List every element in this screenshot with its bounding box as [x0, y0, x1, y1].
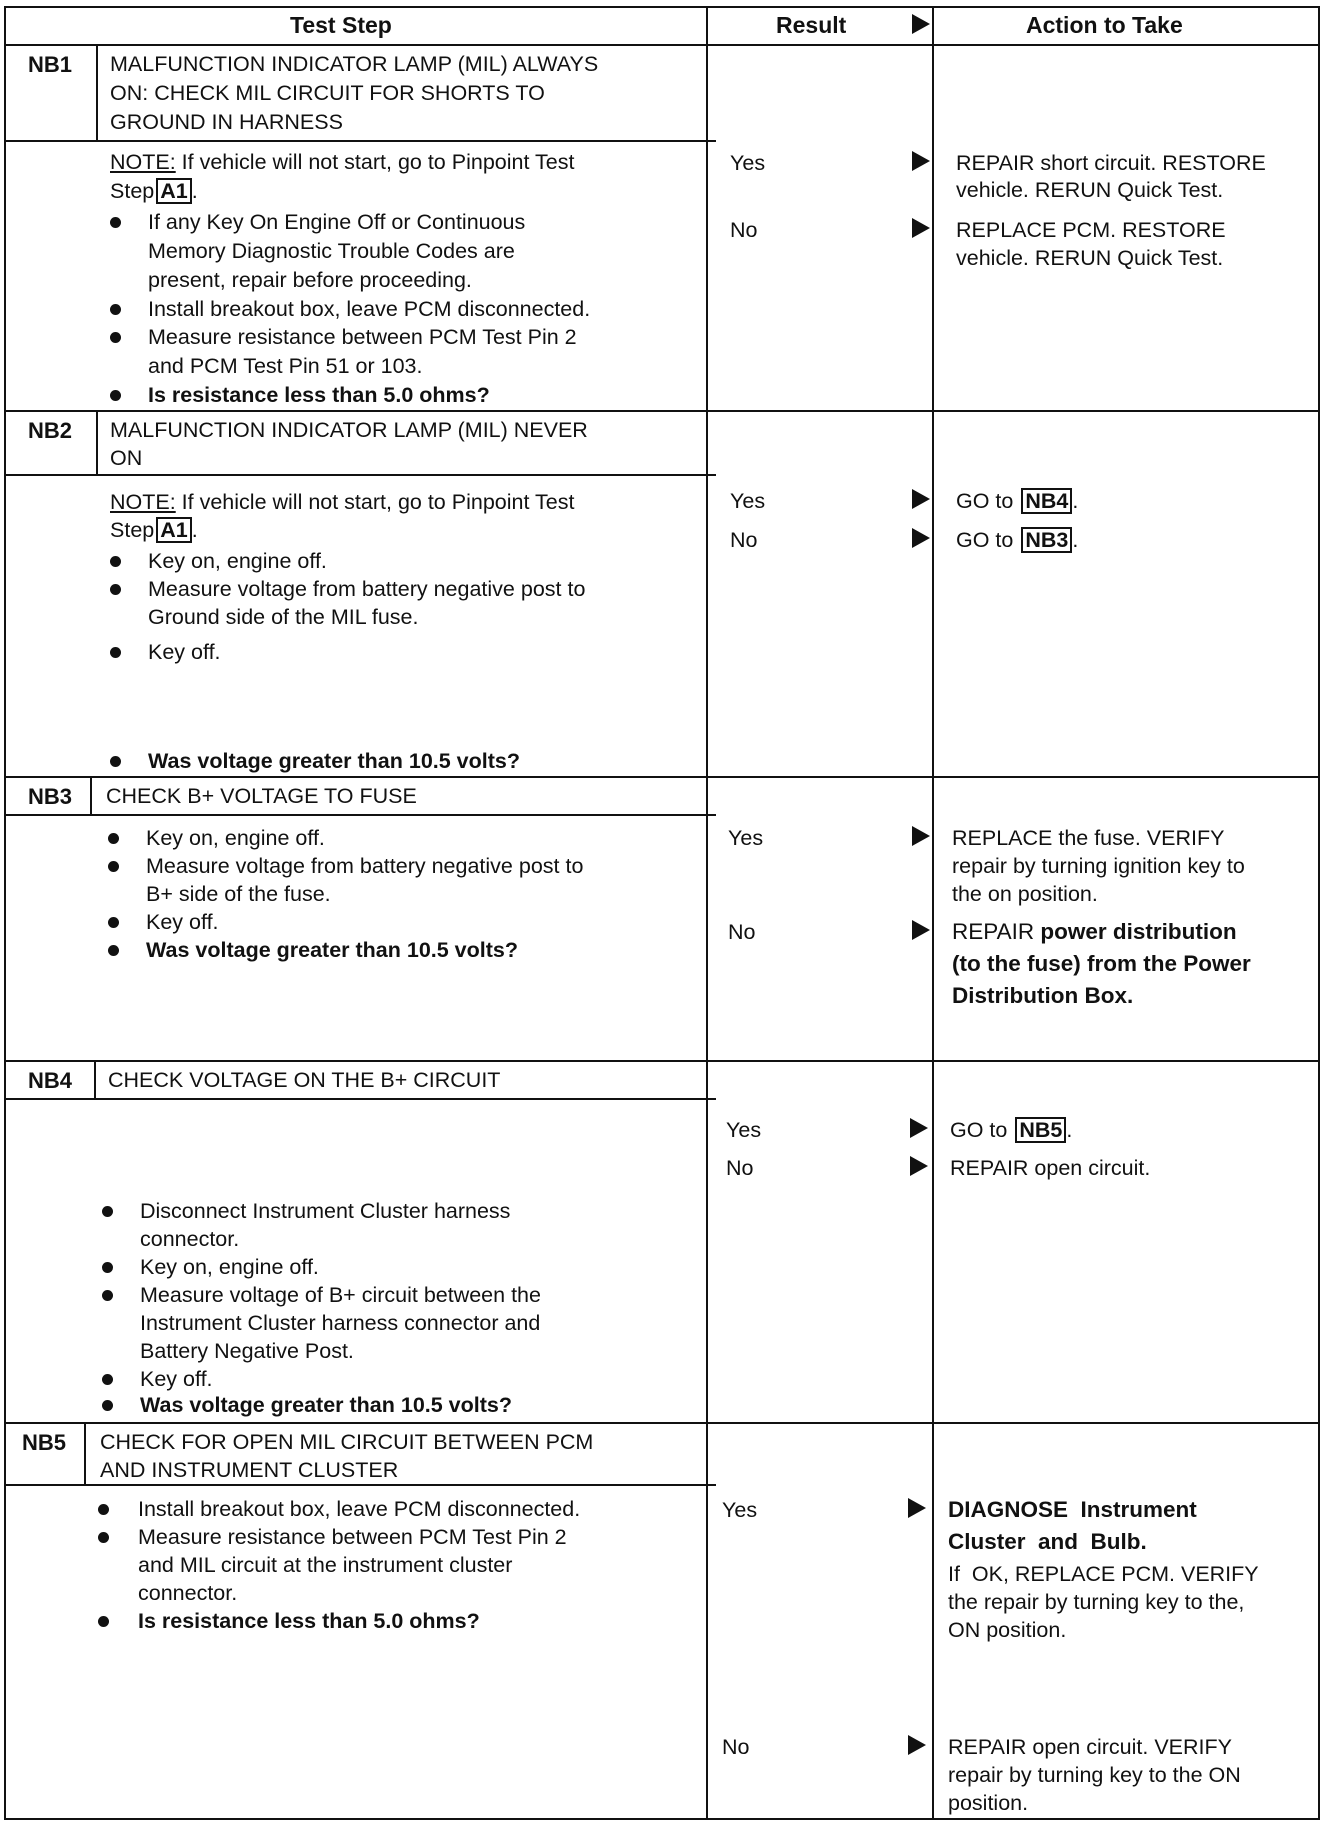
header-result: Result [776, 12, 847, 38]
nb5-no-arrow-icon [908, 1735, 926, 1755]
nb2-bottom-border [4, 776, 1320, 778]
nb4-result-no: No [726, 1156, 754, 1180]
nb2-bullet2-icon [110, 584, 121, 595]
nb5-b3-question: Is resistance less than 5.0 ohms? [138, 1609, 480, 1633]
nb5-b2-line2: and MIL circuit at the instrument cluster [138, 1553, 513, 1577]
nb2-title-box-bottom [4, 474, 716, 476]
nb1-bullet2-icon [110, 304, 121, 315]
nb2-b3: Key off. [148, 640, 221, 664]
nb1-b1-line1: If any Key On Engine Off or Continuous [148, 210, 526, 234]
nb5-id-separator [84, 1422, 86, 1484]
nb1-bullet3-icon [110, 332, 121, 343]
nb4-b1-line2: connector. [140, 1227, 240, 1251]
header-test-step: Test Step [290, 12, 392, 38]
nb4-b3-line1: Measure voltage of B+ circuit between the [140, 1283, 541, 1307]
nb1-id-separator [96, 44, 98, 140]
nb3-b2-line1: Measure voltage from battery negative post to [146, 854, 584, 878]
nb3-no-action-prefix: REPAIR [952, 919, 1035, 944]
nb2-id-separator [96, 410, 98, 474]
nb5-bullet1-icon [98, 1504, 109, 1515]
result-col-left-border [706, 6, 708, 1820]
nb1-yes-arrow-icon [912, 151, 930, 171]
nb1-note-line2 [110, 177, 198, 205]
table-right-border [1318, 6, 1320, 1820]
nb5-result-yes: Yes [722, 1498, 758, 1522]
nb2-result-yes: Yes [730, 489, 766, 513]
nb1-no-arrow-icon [912, 218, 930, 238]
nb2-note-prefix: NOTE: [110, 490, 176, 514]
nb2-b4-question: Was voltage greater than 10.5 volts? [148, 749, 520, 773]
nb2-step-id: NB2 [28, 418, 73, 443]
nb3-yes-action-line2: repair by turning ignition key to [952, 854, 1245, 878]
nb4-b3-line2: Instrument Cluster harness connector and [140, 1311, 541, 1335]
nb4-b1-line1: Disconnect Instrument Cluster harness [140, 1199, 511, 1223]
nb2-no-action [956, 526, 1078, 554]
nb4-bullet5-icon [102, 1400, 113, 1411]
nb2-note-line1 [110, 488, 574, 516]
nb4-no-action: REPAIR open circuit. [950, 1156, 1151, 1180]
nb2-note-end: . [191, 518, 198, 542]
nb3-bullet2-icon [108, 861, 119, 872]
nb1-note-step: Step [110, 179, 155, 203]
nb3-yes-action-line1: REPLACE the fuse. VERIFY [952, 826, 1225, 850]
nb5-yes-action-bold-line2: Cluster and Bulb. [948, 1529, 1147, 1554]
action-col-left-border [932, 6, 934, 1820]
nb1-bullet1-icon [110, 217, 121, 228]
nb5-title-box-bottom [4, 1484, 716, 1486]
nb3-b2-line2: B+ side of the fuse. [146, 882, 331, 906]
nb3-no-action-line3: Distribution Box. [952, 983, 1134, 1008]
nb5-result-no: No [722, 1735, 750, 1759]
nb4-bullet3-icon [102, 1290, 113, 1301]
nb3-result-no: No [728, 920, 756, 944]
nb2-b2-line2: Ground side of the MIL fuse. [148, 605, 419, 629]
nb2-ref-nb3[interactable]: NB3 [1021, 527, 1072, 553]
nb1-result-no: No [730, 218, 758, 242]
nb4-yes-goto: GO to [950, 1118, 1008, 1142]
nb3-yes-arrow-icon [912, 826, 930, 846]
nb5-yes-action-line2: the repair by turning key to the, [948, 1590, 1245, 1614]
nb1-note-text: If vehicle will not start, go to Pinpoint Test [175, 150, 575, 174]
nb1-note-end: . [191, 179, 198, 203]
nb4-step-id: NB4 [28, 1068, 73, 1093]
nb2-no-dot: . [1072, 528, 1079, 552]
nb2-ref-nb4[interactable]: NB4 [1021, 488, 1072, 514]
nb1-b1-line3: present, repair before proceeding. [148, 268, 472, 292]
nb2-bullet3-icon [110, 647, 121, 658]
nb1-bullet4-icon [110, 390, 121, 401]
nb4-yes-action [950, 1116, 1072, 1144]
nb3-no-action-rest: power distribution [1034, 919, 1237, 944]
nb2-bullet4-icon [110, 756, 121, 767]
nb2-result-no: No [730, 528, 758, 552]
nb5-no-action-line3: position. [948, 1791, 1029, 1815]
nb1-b2: Install breakout box, leave PCM disconnected. [148, 297, 591, 321]
nb5-b1: Install breakout box, leave PCM disconnected. [138, 1497, 581, 1521]
nb1-title-line2: ON: CHECK MIL CIRCUIT FOR SHORTS TO [110, 81, 545, 105]
nb1-b4-question: Is resistance less than 5.0 ohms? [148, 383, 490, 407]
nb3-bullet3-icon [108, 917, 119, 928]
header-bottom-border [4, 44, 1320, 46]
nb1-yes-action-line2: vehicle. RERUN Quick Test. [956, 178, 1224, 202]
nb2-title-line2: ON [110, 446, 143, 470]
nb5-yes-action-line3: ON position. [948, 1618, 1067, 1642]
nb1-b3-line1: Measure resistance between PCM Test Pin 2 [148, 325, 577, 349]
nb4-title-box-bottom [4, 1098, 716, 1100]
nb1-bottom-border [4, 410, 1320, 412]
nb5-step-id: NB5 [22, 1430, 67, 1455]
nb1-title-box-bottom [4, 140, 716, 142]
nb4-no-arrow-icon [910, 1156, 928, 1176]
nb3-no-action-line2: (to the fuse) from the Power [952, 951, 1251, 976]
table-bottom-border [4, 1818, 1320, 1820]
nb4-bullet4-icon [102, 1374, 113, 1385]
nb3-bottom-border [4, 1060, 1320, 1062]
header-arrow-icon [912, 14, 930, 34]
nb2-ref-a1[interactable]: A1 [156, 517, 191, 543]
nb1-ref-a1[interactable]: A1 [156, 178, 191, 204]
nb2-yes-action [956, 487, 1078, 515]
nb2-no-arrow-icon [912, 528, 930, 548]
table-left-border [4, 6, 6, 1820]
nb5-b2-line3: connector. [138, 1581, 238, 1605]
nb3-step-id: NB3 [28, 784, 73, 809]
nb2-yes-arrow-icon [912, 489, 930, 509]
nb4-b2: Key on, engine off. [140, 1255, 319, 1279]
nb1-step-id: NB1 [28, 52, 73, 77]
nb5-no-action-line1: REPAIR open circuit. VERIFY [948, 1735, 1232, 1759]
nb3-b3: Key off. [146, 910, 219, 934]
nb5-title-line1: CHECK FOR OPEN MIL CIRCUIT BETWEEN PCM [100, 1430, 594, 1454]
nb2-note-text: If vehicle will not start, go to Pinpoint Test [175, 490, 575, 514]
nb4-b4: Key off. [140, 1367, 213, 1391]
nb1-no-action-line1: REPLACE PCM. RESTORE [956, 218, 1226, 242]
nb1-yes-action-line1: REPAIR short circuit. RESTORE [956, 151, 1266, 175]
nb3-no-arrow-icon [912, 920, 930, 940]
nb5-yes-arrow-icon [908, 1498, 926, 1518]
nb5-title-line2: AND INSTRUMENT CLUSTER [100, 1458, 399, 1482]
nb2-yes-dot: . [1072, 489, 1079, 513]
nb1-b3-line2: and PCM Test Pin 51 or 103. [148, 354, 423, 378]
nb4-bullet2-icon [102, 1262, 113, 1273]
nb1-note-line1 [110, 148, 574, 176]
nb4-yes-dot: . [1066, 1118, 1073, 1142]
nb1-no-action-line2: vehicle. RERUN Quick Test. [956, 246, 1224, 270]
nb5-bullet2-icon [98, 1532, 109, 1543]
nb4-b5-question: Was voltage greater than 10.5 volts? [140, 1393, 512, 1417]
nb1-note-prefix: NOTE: [110, 150, 176, 174]
header-action-to-take: Action to Take [1026, 12, 1183, 38]
nb5-yes-action-bold-line1: DIAGNOSE Instrument [948, 1497, 1197, 1522]
nb3-no-action-line1 [952, 918, 1237, 946]
nb2-b1: Key on, engine off. [148, 549, 327, 573]
nb4-title: CHECK VOLTAGE ON THE B+ CIRCUIT [108, 1068, 501, 1092]
nb2-title-line1: MALFUNCTION INDICATOR LAMP (MIL) NEVER [110, 418, 588, 442]
nb2-yes-goto: GO to [956, 489, 1014, 513]
nb4-yes-arrow-icon [910, 1118, 928, 1138]
nb5-yes-action-line1: If OK, REPLACE PCM. VERIFY [948, 1562, 1259, 1586]
nb3-bullet4-icon [108, 945, 119, 956]
nb3-title-box-bottom [4, 814, 716, 816]
nb2-note-line2 [110, 516, 198, 544]
nb2-bullet1-icon [110, 556, 121, 567]
table-top-border [4, 6, 1320, 8]
nb2-b2-line1: Measure voltage from battery negative post to [148, 577, 586, 601]
nb4-bullet1-icon [102, 1206, 113, 1217]
nb5-b2-line1: Measure resistance between PCM Test Pin 2 [138, 1525, 567, 1549]
nb2-no-goto: GO to [956, 528, 1014, 552]
nb3-id-separator [90, 776, 92, 814]
nb3-bullet1-icon [108, 833, 119, 844]
nb4-id-separator [94, 1060, 96, 1098]
nb3-title: CHECK B+ VOLTAGE TO FUSE [106, 784, 417, 808]
nb4-bottom-border [4, 1422, 1320, 1424]
nb1-title-line1: MALFUNCTION INDICATOR LAMP (MIL) ALWAYS [110, 52, 599, 76]
nb1-result-yes: Yes [730, 151, 766, 175]
nb1-b1-line2: Memory Diagnostic Trouble Codes are [148, 239, 515, 263]
nb4-b3-line3: Battery Negative Post. [140, 1339, 354, 1363]
nb5-no-action-line2: repair by turning key to the ON [948, 1763, 1241, 1787]
nb5-bullet3-icon [98, 1616, 109, 1627]
nb3-b4-question: Was voltage greater than 10.5 volts? [146, 938, 518, 962]
nb4-ref-nb5[interactable]: NB5 [1015, 1117, 1066, 1143]
nb2-note-step: Step [110, 518, 155, 542]
nb3-result-yes: Yes [728, 826, 764, 850]
nb3-b1: Key on, engine off. [146, 826, 325, 850]
nb4-result-yes: Yes [726, 1118, 762, 1142]
nb3-yes-action-line3: the on position. [952, 882, 1098, 906]
nb1-title-line3: GROUND IN HARNESS [110, 110, 343, 134]
